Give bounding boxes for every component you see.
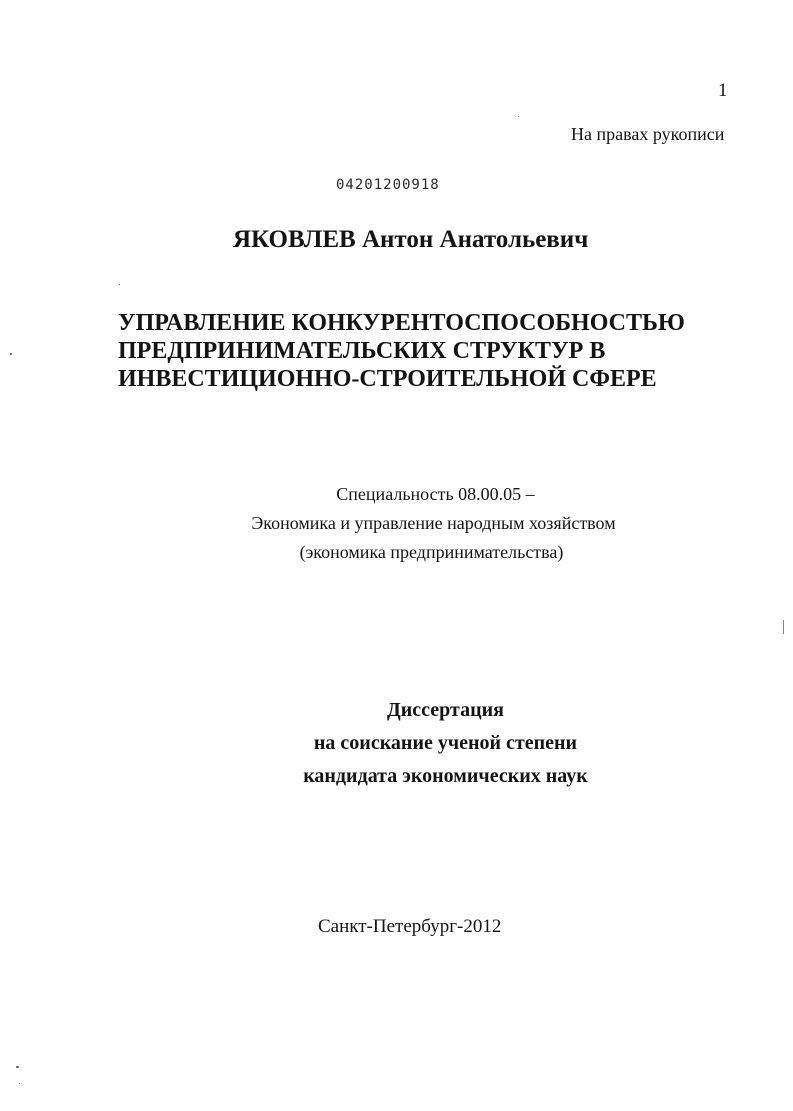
author-name: ЯКОВЛЕВ Антон Анатольевич [233,226,589,253]
title-line: ИНВЕСТИЦИОННО-СТРОИТЕЛЬНОЙ СФЕРЕ [118,366,657,392]
scan-speck [518,116,519,117]
title-line: УПРАВЛЕНИЕ КОНКУРЕНТОСПОСОБНОСТЬЮ [118,310,685,336]
scan-speck [10,353,12,355]
scan-speck [19,1083,20,1084]
city-year: Санкт-Петербург-2012 [318,916,502,937]
rights-note: На правах рукописи [571,124,725,144]
degree-line: кандидата экономических наук [303,765,588,787]
specialty-line: Экономика и управление народным хозяйством [251,513,616,533]
page-number: 1 [718,80,728,101]
dissertation-title [118,309,685,393]
degree-line: на соискание ученой степени [313,732,578,754]
registration-stamp-number: 04201200918 [336,177,440,193]
title-line: ПРЕДПРИНИМАТЕЛЬСКИХ СТРУКТУР В [118,338,606,364]
scan-speck [119,284,120,285]
specialty-line: (экономика предпринимательства) [299,542,564,562]
scan-speck [16,1066,19,1068]
degree-line: Диссертация [387,699,504,721]
specialty-block [0,480,793,567]
scan-edge-mark [783,620,784,634]
degree-block [0,694,793,793]
specialty-line: Специальность 08.00.05 – [336,484,535,504]
